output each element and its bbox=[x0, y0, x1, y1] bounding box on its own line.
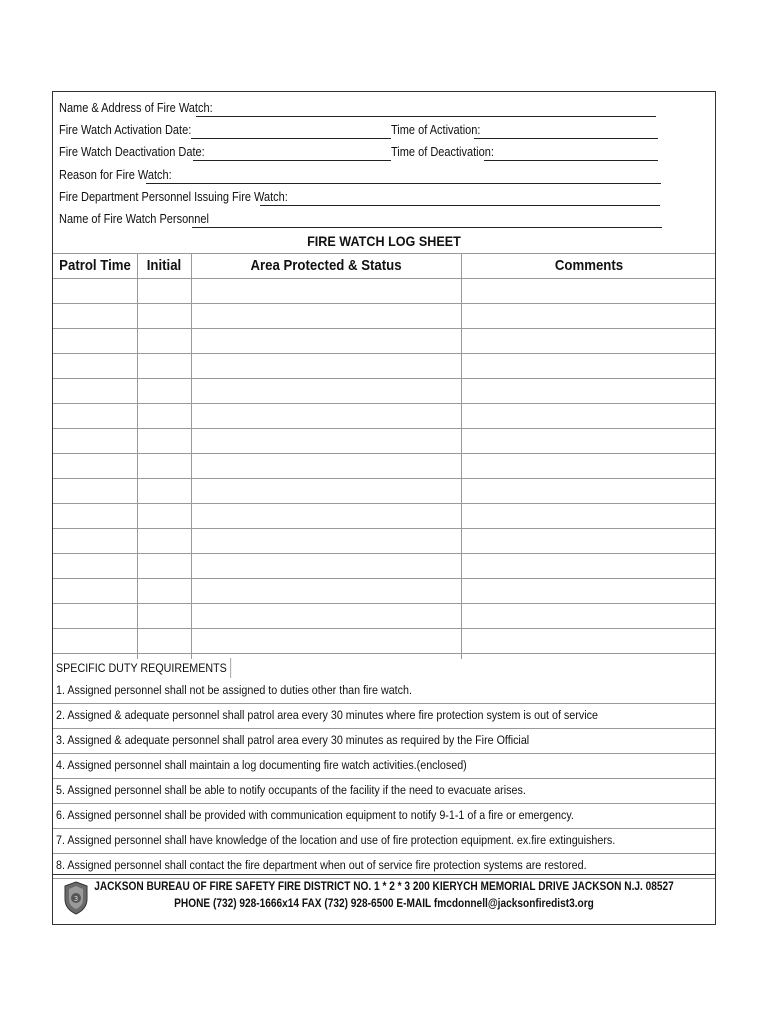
table-row-line bbox=[53, 578, 715, 579]
reason-line[interactable] bbox=[146, 183, 661, 184]
table-row-line bbox=[53, 703, 715, 704]
column-header-initial: Initial bbox=[146, 257, 182, 274]
deactivation-time-line[interactable] bbox=[484, 160, 658, 161]
table-row-line bbox=[53, 728, 715, 729]
column-header-comments: Comments bbox=[554, 257, 624, 274]
requirement-item: 2. Assigned & adequate personnel shall patrol area every 30 minutes where fire protection system is out of service bbox=[56, 708, 598, 722]
table-row-line bbox=[53, 278, 715, 279]
field-label-activation-date: Fire Watch Activation Date: bbox=[59, 123, 192, 137]
fire-district-badge-icon bbox=[63, 881, 89, 915]
field-label-issuing-personnel: Fire Department Personnel Issuing Fire Watch: bbox=[59, 190, 288, 204]
activation-time-line[interactable] bbox=[474, 138, 658, 139]
table-row-line bbox=[53, 628, 715, 629]
table-row-line bbox=[53, 828, 715, 829]
column-header-area-protected: Area Protected & Status bbox=[250, 257, 402, 274]
footer bbox=[53, 874, 715, 923]
table-row-line bbox=[53, 778, 715, 779]
table-column-line bbox=[191, 253, 192, 659]
requirement-item: 1. Assigned personnel shall not be assigned to duties other than fire watch. bbox=[56, 683, 412, 697]
requirement-item: 7. Assigned personnel shall have knowledge of the location and use of fire protection equipment. ex.fire extinguishers. bbox=[56, 833, 616, 847]
activation-date-line[interactable] bbox=[191, 138, 391, 139]
sheet-title: FIRE WATCH LOG SHEET bbox=[307, 233, 461, 249]
table-column-line bbox=[461, 253, 462, 659]
requirement-item: 4. Assigned personnel shall maintain a log documenting fire watch activities.(enclosed) bbox=[56, 758, 467, 772]
field-label-deactivation-date: Fire Watch Deactivation Date: bbox=[59, 145, 205, 159]
requirement-item: 3. Assigned & adequate personnel shall patrol area every 30 minutes as required by the Fire Official bbox=[56, 733, 530, 747]
table-row-line bbox=[53, 253, 715, 254]
name-address-line[interactable] bbox=[196, 116, 656, 117]
column-header-patrol-time: Patrol Time bbox=[59, 257, 131, 274]
table-row-line bbox=[53, 603, 715, 604]
table-row-line bbox=[53, 403, 715, 404]
table-row-line bbox=[53, 503, 715, 504]
deactivation-date-line[interactable] bbox=[193, 160, 391, 161]
requirements-heading: SPECIFIC DUTY REQUIREMENTS bbox=[56, 658, 231, 678]
requirement-item: 8. Assigned personnel shall contact the fire department when out of service fire protection systems are restored. bbox=[56, 858, 587, 872]
footer-contact: PHONE (732) 928-1666x14 FAX (732) 928-6500 E-MAIL fmcdonnell@jacksonfiredist3.org bbox=[174, 898, 594, 910]
table-row-line bbox=[53, 653, 715, 654]
field-label-reason: Reason for Fire Watch: bbox=[59, 168, 172, 182]
requirement-item: 6. Assigned personnel shall be provided with communication equipment to notify 9-1-1 of a fire or emergency. bbox=[56, 808, 574, 822]
table-row-line bbox=[53, 353, 715, 354]
table-row-line bbox=[53, 553, 715, 554]
table-row-line bbox=[53, 303, 715, 304]
watch-personnel-line[interactable] bbox=[192, 227, 662, 228]
field-label-watch-personnel: Name of Fire Watch Personnel bbox=[59, 212, 209, 226]
table-row-line bbox=[53, 753, 715, 754]
fire-watch-log-sheet bbox=[52, 91, 716, 925]
field-label-activation-time: Time of Activation: bbox=[391, 123, 481, 137]
table-row-line bbox=[53, 803, 715, 804]
issuing-personnel-line[interactable] bbox=[260, 205, 660, 206]
field-label-name-address: Name & Address of Fire Watch: bbox=[59, 101, 213, 115]
requirement-item: 5. Assigned personnel shall be able to notify occupants of the facility if the need to evacuate arises. bbox=[56, 783, 526, 797]
table-row-line bbox=[53, 478, 715, 479]
table-row-line bbox=[53, 378, 715, 379]
table-row-line bbox=[53, 528, 715, 529]
table-row-line bbox=[53, 853, 715, 854]
table-column-line bbox=[137, 253, 138, 659]
footer-address: JACKSON BUREAU OF FIRE SAFETY FIRE DISTRICT NO. 1 * 2 * 3 200 KIERYCH MEMORIAL DRIVE JACKSON N.J. 08527 bbox=[94, 881, 674, 893]
table-row-line bbox=[53, 328, 715, 329]
field-label-deactivation-time: Time of Deactivation: bbox=[391, 145, 494, 159]
svg-text:3: 3 bbox=[73, 895, 79, 903]
table-row-line bbox=[53, 453, 715, 454]
table-row-line bbox=[53, 428, 715, 429]
